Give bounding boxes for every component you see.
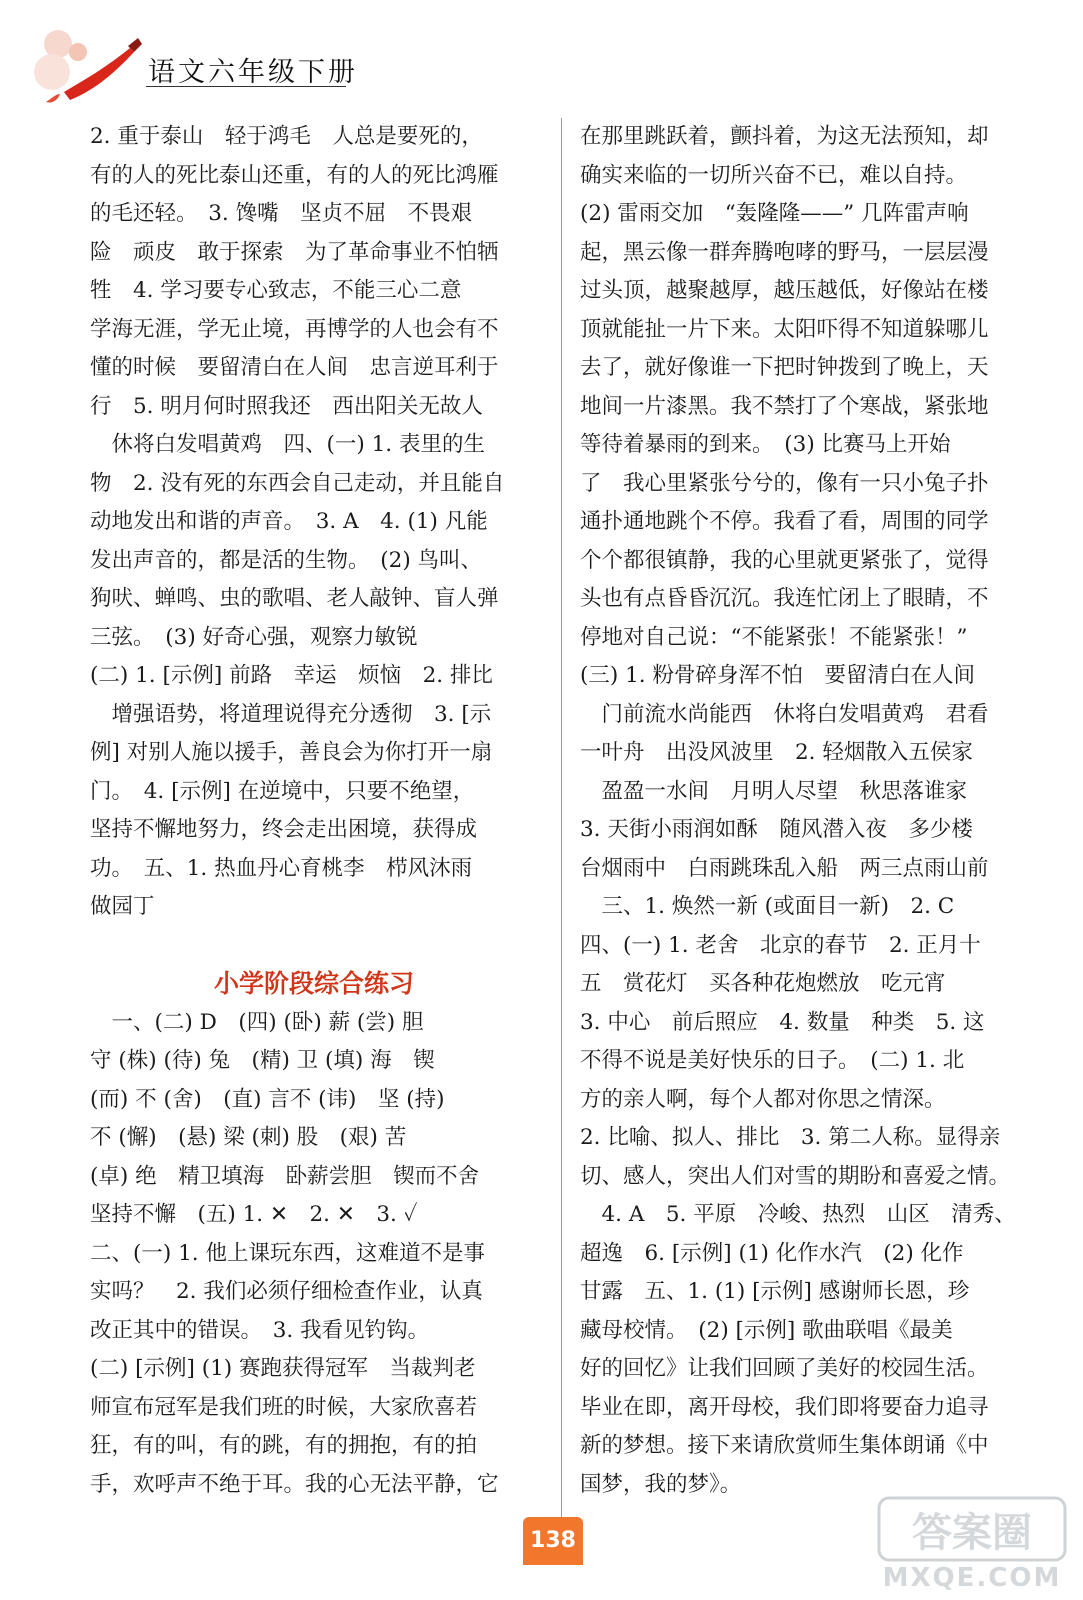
text-line: 牲 4. 学习要专心致志，不能三心二意 xyxy=(90,278,462,303)
text-line: 超逸 6. [示例] (1) 化作水汽 (2) 化作 xyxy=(580,1240,964,1266)
text-line: 2. 比喻、拟人、排比 3. 第二人称。显得亲 xyxy=(580,1125,1001,1150)
text-line: 学海无涯，学无止境，再博学的人也会有不 xyxy=(90,316,499,342)
text-line: 改正其中的错误。 3. 我看见钓钩。 xyxy=(90,1317,430,1343)
text-line: 坚持不懈地努力，终会走出困境，获得成 xyxy=(90,817,478,842)
text-line: 门前流水尚能西 休将白发唱黄鸡 君看 xyxy=(580,701,989,727)
text-line: 地间一片漆黑。我不禁打了个寒战，紧张地 xyxy=(580,393,989,419)
text-line: 国梦，我的梦》。 xyxy=(580,1471,742,1497)
text-line: 确实来临的一切所兴奋不已，难以自持。 xyxy=(580,162,968,188)
text-line: 的毛还轻。 3. 馋嘴 坚贞不屈 不畏艰 xyxy=(90,201,473,226)
text-line: 物 2. 没有死的东西会自己走动，并且能自 xyxy=(90,470,505,496)
text-line: 新的梦想。接下来请欣赏师生集体朗诵《中 xyxy=(580,1433,989,1458)
text-line: 做园丁 xyxy=(90,894,155,919)
text-line: 停地对自己说：“不能紧张！不能紧张！” xyxy=(580,624,968,650)
text-line: 实吗？ 2. 我们必须仔细检查作业，认真 xyxy=(90,1279,483,1304)
text-line: 毕业在即，离开母校，我们即将要奋力追寻 xyxy=(580,1394,989,1420)
text-line: 方的亲人啊，每个人都对你思之情深。 xyxy=(580,1086,946,1112)
text-line: 四、(一) 1. 老舍 北京的春节 2. 正月十 xyxy=(580,932,981,958)
text-line: (而) 不 (舍) (直) 言不 (讳) 坚 (持) xyxy=(90,1086,445,1112)
text-line: (二) 1. [示例] 前路 幸运 烦恼 2. 排比 xyxy=(90,663,493,688)
text-line: 了 我心里紧张兮兮的，像有一只小兔子扑 xyxy=(580,470,989,496)
right-column xyxy=(580,118,1040,1504)
watermark-logo-icon xyxy=(875,1492,1070,1592)
text-line: 例] 对别人施以援手，善良会为你打开一扇 xyxy=(90,740,493,765)
text-line: 2. 重于泰山 轻于鸿毛 人总是要死的， xyxy=(90,124,483,149)
text-line: 盈盈一水间 月明人尽望 秋思落谁家 xyxy=(580,778,968,804)
text-line: 一叶舟 出没风波里 2. 轻烟散入五侯家 xyxy=(580,740,973,765)
text-line: 增强语势，将道理说得充分透彻 3. [示 xyxy=(90,701,492,727)
text-line: 藏母校情。 (2) [示例] 歌曲联唱《最美 xyxy=(580,1317,953,1343)
text-line: 台烟雨中 白雨跳珠乱入船 两三点雨山前 xyxy=(580,855,989,881)
text-line: 去了，就好像谁一下把时钟拨到了晚上，天 xyxy=(580,355,989,380)
column-divider xyxy=(561,118,562,1518)
text-line: 险 顽皮 敢于探索 为了革命事业不怕牺 xyxy=(90,239,499,265)
text-line: 二、(一) 1. 他上课玩东西，这难道不是事 xyxy=(90,1240,485,1266)
book-title: 语文六年级下册 xyxy=(148,57,358,88)
page-number: 138 xyxy=(523,1517,583,1565)
text-line: 师宣布冠军是我们班的时候，大家欣喜若 xyxy=(90,1394,478,1420)
text-line: 发出声音的，都是活的生物。 (2) 鸟叫、 xyxy=(90,547,483,573)
text-line: 好的回忆》让我们回顾了美好的校园生活。 xyxy=(580,1356,989,1381)
text-line: 坚持不懈 (五) 1. ✕ 2. ✕ 3. ✓ xyxy=(90,1202,418,1227)
text-line: 4. A 5. 平原 冷峻、热烈 山区 清秀、 xyxy=(580,1202,1016,1227)
text-line: 狗吠、蝉鸣、虫的歌唱、老人敲钟、盲人弹 xyxy=(90,586,499,611)
text-line: 功。 五、1. 热血丹心育桃李 栉风沐雨 xyxy=(90,855,473,881)
text-line: (三) 1. 粉骨碎身浑不怕 要留清白在人间 xyxy=(580,663,975,688)
text-line: 不 (懈) (悬) 梁 (刺) 股 (艰) 苦 xyxy=(90,1125,407,1150)
page-header xyxy=(30,22,360,112)
text-line: (二) [示例] (1) 赛跑获得冠军 当裁判老 xyxy=(90,1356,476,1381)
text-line: 切、感人，突出人们对雪的期盼和喜爱之情。 xyxy=(580,1163,1011,1189)
text-line: 三弦。 (3) 好奇心强，观察力敏锐 xyxy=(90,624,418,650)
watermark-sub: MXQE.COM xyxy=(882,1563,1062,1592)
section-title: 小学阶段综合练习 xyxy=(213,969,414,998)
text-line: 过头顶，越聚越厚，越压越低，好像站在楼 xyxy=(580,278,989,303)
text-line: 通扑通地跳个不停。我看了看，周围的同学 xyxy=(580,509,989,534)
text-line: 动地发出和谐的声音。 3. A 4. (1) 凡能 xyxy=(90,509,488,534)
text-line: 狂，有的叫，有的跳，有的拥抱，有的拍 xyxy=(90,1433,478,1458)
text-line: 门。 4. [示例] 在逆境中，只要不绝望， xyxy=(90,778,475,804)
text-line: 懂的时候 要留清白在人间 忠言逆耳利于 xyxy=(90,355,499,380)
text-line: 有的人的死比泰山还重，有的人的死比鸿雁 xyxy=(90,162,499,188)
left-column xyxy=(90,118,538,1504)
text-line: (2) 雷雨交加 “轰隆隆——” 几阵雷声响 xyxy=(580,201,969,226)
text-line: 等待着暴雨的到来。 (3) 比赛马上开始 xyxy=(580,432,951,457)
text-line: 三、1. 焕然一新 (或面目一新) 2. C xyxy=(580,894,955,919)
spacer xyxy=(90,927,538,966)
text-line: 在那里跳跃着，颤抖着，为这无法预知，却 xyxy=(580,124,989,149)
text-line: 顶就能扯一片下来。太阳吓得不知道躲哪儿 xyxy=(580,316,989,342)
text-line: 休将白发唱黄鸡 四、(一) 1. 表里的生 xyxy=(90,432,485,457)
text-line: 一、(二) D (四) (卧) 薪 (尝) 胆 xyxy=(90,1009,424,1035)
brush-logo-icon xyxy=(30,22,150,112)
text-line: 守 (株) (待) 兔 (精) 卫 (填) 海 锲 xyxy=(90,1048,435,1073)
header-rule xyxy=(146,86,346,87)
text-line: 手，欢呼声不绝于耳。我的心无法平静，它 xyxy=(90,1471,499,1497)
text-line: (卓) 绝 精卫填海 卧薪尝胆 锲而不舍 xyxy=(90,1163,480,1189)
text-line: 3. 天街小雨润如酥 随风潜入夜 多少楼 xyxy=(580,817,973,842)
watermark-main: 答案圈 xyxy=(912,1510,1032,1556)
text-line: 五 赏花灯 买各种花炮燃放 吃元宵 xyxy=(580,971,946,996)
text-line: 起，黑云像一群奔腾咆哮的野马，一层层漫 xyxy=(580,239,989,265)
text-line: 3. 中心 前后照应 4. 数量 种类 5. 这 xyxy=(580,1009,985,1035)
text-line: 头也有点昏昏沉沉。我连忙闭上了眼睛，不 xyxy=(580,586,989,611)
text-line: 不得不说是美好快乐的日子。 (二) 1. 北 xyxy=(580,1048,965,1073)
text-line: 甘露 五、1. (1) [示例] 感谢师长恩，珍 xyxy=(580,1279,970,1304)
text-line: 行 5. 明月何时照我还 西出阳关无故人 xyxy=(90,393,483,419)
text-line: 个个都很镇静，我的心里就更紧张了，觉得 xyxy=(580,547,989,573)
